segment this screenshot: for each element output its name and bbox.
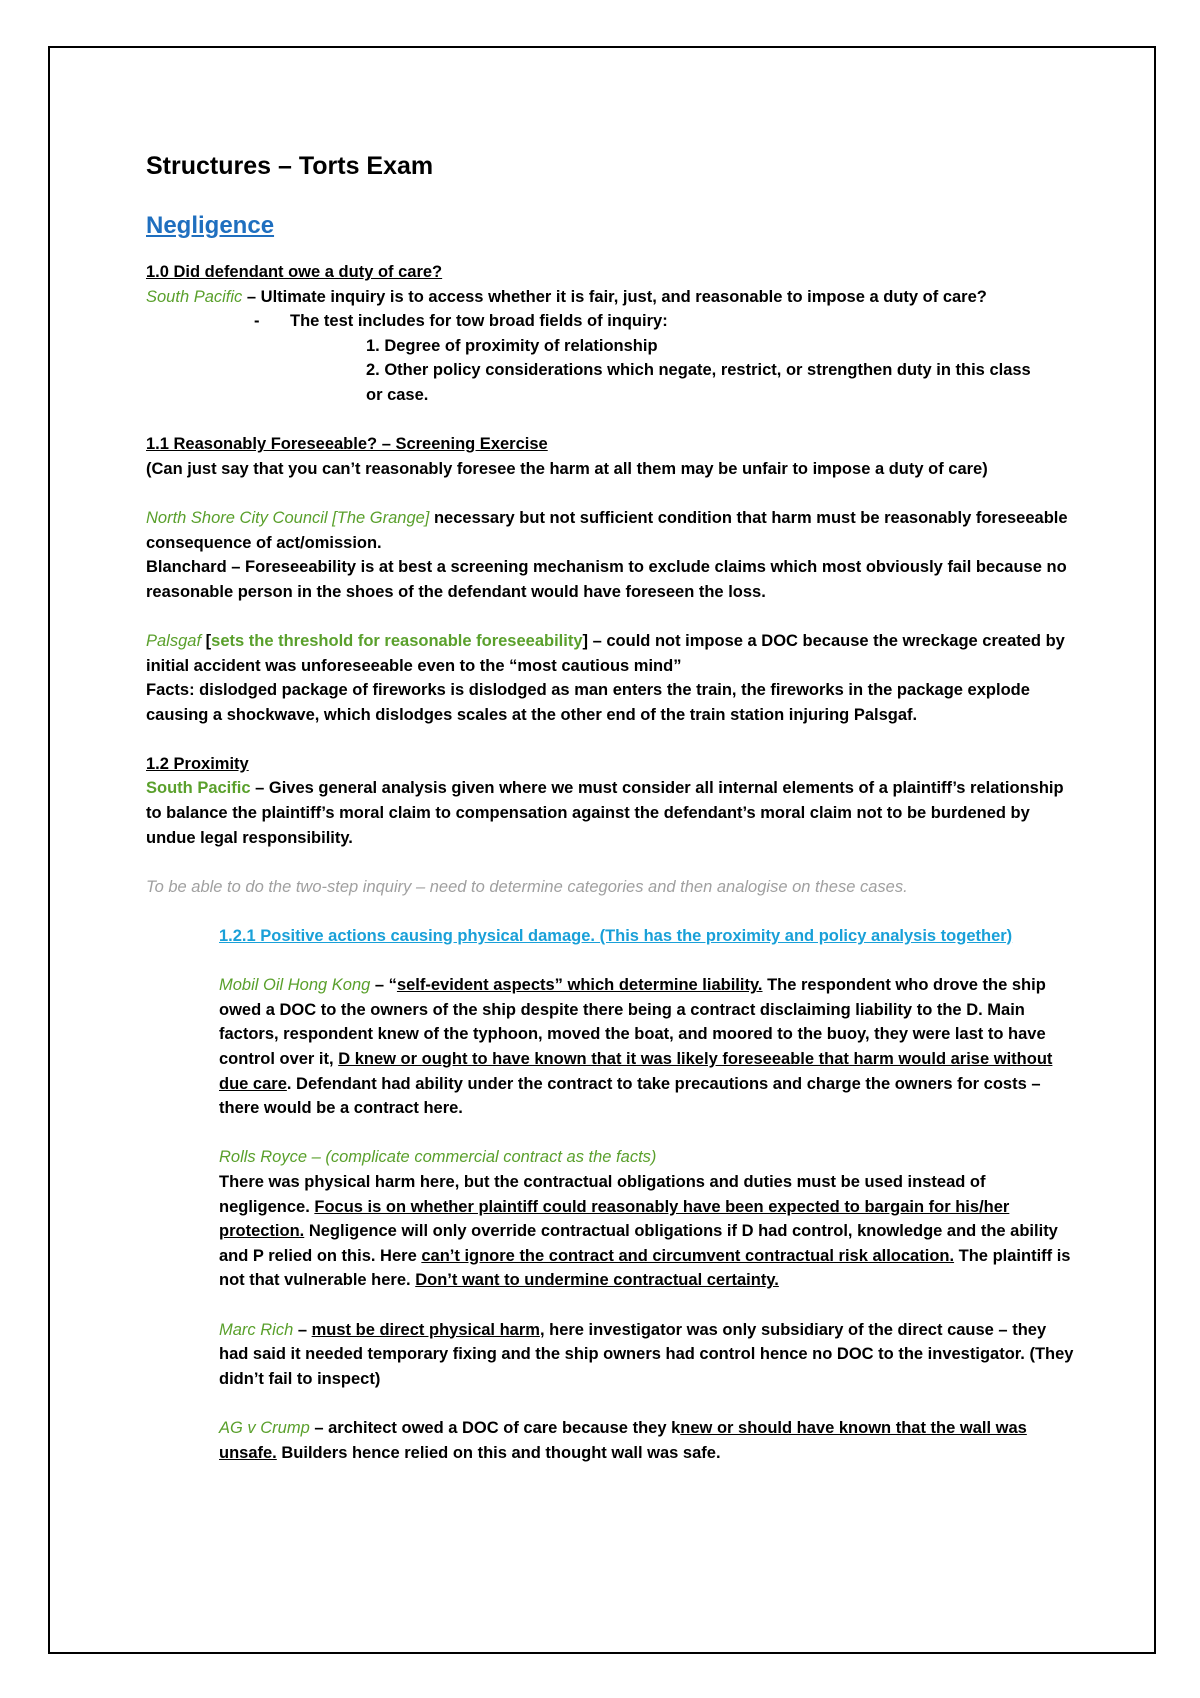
bullet-test: - The test includes for tow broad fields of inquiry: bbox=[254, 309, 1076, 334]
paragraph-marc-rich: Marc Rich – must be direct physical harm, here investigator was only subsidiary of the direct cause – they had said it needed temporary fixing and the ship owners had control hence no DOC to the investigator. (They didn’t fail to inspect) bbox=[219, 1320, 1074, 1388]
case-north-shore: North Shore City Council [The Grange] bbox=[146, 508, 430, 527]
paragraph-facts: Facts: dislodged package of fireworks is dislodged as man enters the train, the fireworks in the package explode causing a shockwave, which dislodges scales at the other end of the train station injuring Palsgaf. bbox=[146, 681, 1030, 724]
section-1-2-1 bbox=[219, 924, 1076, 1465]
paragraph-nscc: North Shore City Council [The Grange] necessary but not sufficient condition that harm must be reasonably foreseeable consequence of act/omission. bbox=[146, 508, 1068, 552]
list-item-2-cont: or case. bbox=[366, 385, 429, 404]
section-1-2-1-heading: 1.2.1 Positive actions causing physical damage. (This has the proximity and policy analysis together) bbox=[219, 927, 1013, 946]
bullet-dash: - bbox=[254, 312, 260, 331]
document-body bbox=[146, 150, 1076, 1465]
paragraph-ag-crump: AG v Crump – architect owed a DOC of care because they knew or should have known that the wall was unsafe. Builders hence relied on this and thought wall was safe. bbox=[219, 1418, 1027, 1462]
section-1-0-text: South Pacific – Ultimate inquiry is to access whether it is fair, just, and reasonable to impose a duty of care? bbox=[146, 287, 987, 306]
negligence-heading: Negligence bbox=[146, 212, 275, 239]
section-1-1-note: (Can just say that you can’t reasonably foresee the harm at all them may be unfair to impose a duty of care) bbox=[146, 459, 988, 478]
paragraph-mobil: Mobil Oil Hong Kong – “self-evident aspects” which determine liability. The respondent who drove the ship owed a DOC to the owners of the ship despite there being a contract disclaiming liability to the D. Main factors, respondent knew of the typhoon, moved the boat, and moored to the buoy, they were last to have control over it, D knew or ought to have known that it was likely foreseeable that harm would arise without due care. Defendant had ability under the contract to take precautions and charge the owners for costs – there would be a contract here. bbox=[219, 976, 1053, 1118]
paragraph-rolls: There was physical harm here, but the contractual obligations and duties must be used instead of negligence. Focus is on whether plaintiff could reasonably have been expected to bargain for his/her protection. Negligence will only override contractual obligations if D had control, knowledge and the ability and P relied on this. Here can’t ignore the contract and circumvent contractual risk allocation. The plaintiff is not that vulnerable here. Don’t want to undermine contractual certainty. bbox=[219, 1172, 1071, 1290]
paragraph-palsgaf: Palsgaf [sets the threshold for reasonable foreseeability] – could not impose a DOC because the wreckage created by initial accident was unforeseeable even to the “most cautious mind” bbox=[146, 631, 1065, 675]
case-mobil: Mobil Oil Hong Kong bbox=[219, 976, 371, 995]
list-item-2: 2. Other policy considerations which negate, restrict, or strengthen duty in this class bbox=[366, 361, 1031, 380]
section-1-1-heading: 1.1 Reasonably Foreseeable? – Screening Exercise bbox=[146, 435, 548, 454]
note-two-step: To be able to do the two-step inquiry – need to determine categories and then analogise on these cases. bbox=[146, 877, 908, 896]
case-rolls-royce: Rolls Royce – (complicate commercial contract as the facts) bbox=[219, 1148, 657, 1167]
case-palsgaf: Palsgaf bbox=[146, 631, 202, 650]
paragraph-proximity: South Pacific – Gives general analysis given where we must consider all internal elements of a plaintiff’s relationship to balance the plaintiff’s moral claim to compensation against the defendant’s moral claim not to be burdened by undue legal responsibility. bbox=[146, 779, 1064, 847]
case-south-pacific: South Pacific bbox=[146, 287, 243, 306]
case-ag-crump: AG v Crump bbox=[219, 1418, 310, 1437]
paragraph-blanchard: Blanchard – Foreseeability is at best a screening mechanism to exclude claims which most obviously fail because no reasonable person in the shoes of the defendant would have foreseen the loss. bbox=[146, 558, 1067, 601]
document-title: Structures – Torts Exam bbox=[146, 152, 434, 180]
case-marc-rich: Marc Rich bbox=[219, 1320, 294, 1339]
section-1-0-heading: 1.0 Did defendant owe a duty of care? bbox=[146, 263, 443, 281]
case-south-pacific-2: South Pacific bbox=[146, 779, 251, 798]
section-1-2-heading: 1.2 Proximity bbox=[146, 754, 249, 773]
list-item-1: 1. Degree of proximity of relationship bbox=[366, 336, 658, 355]
